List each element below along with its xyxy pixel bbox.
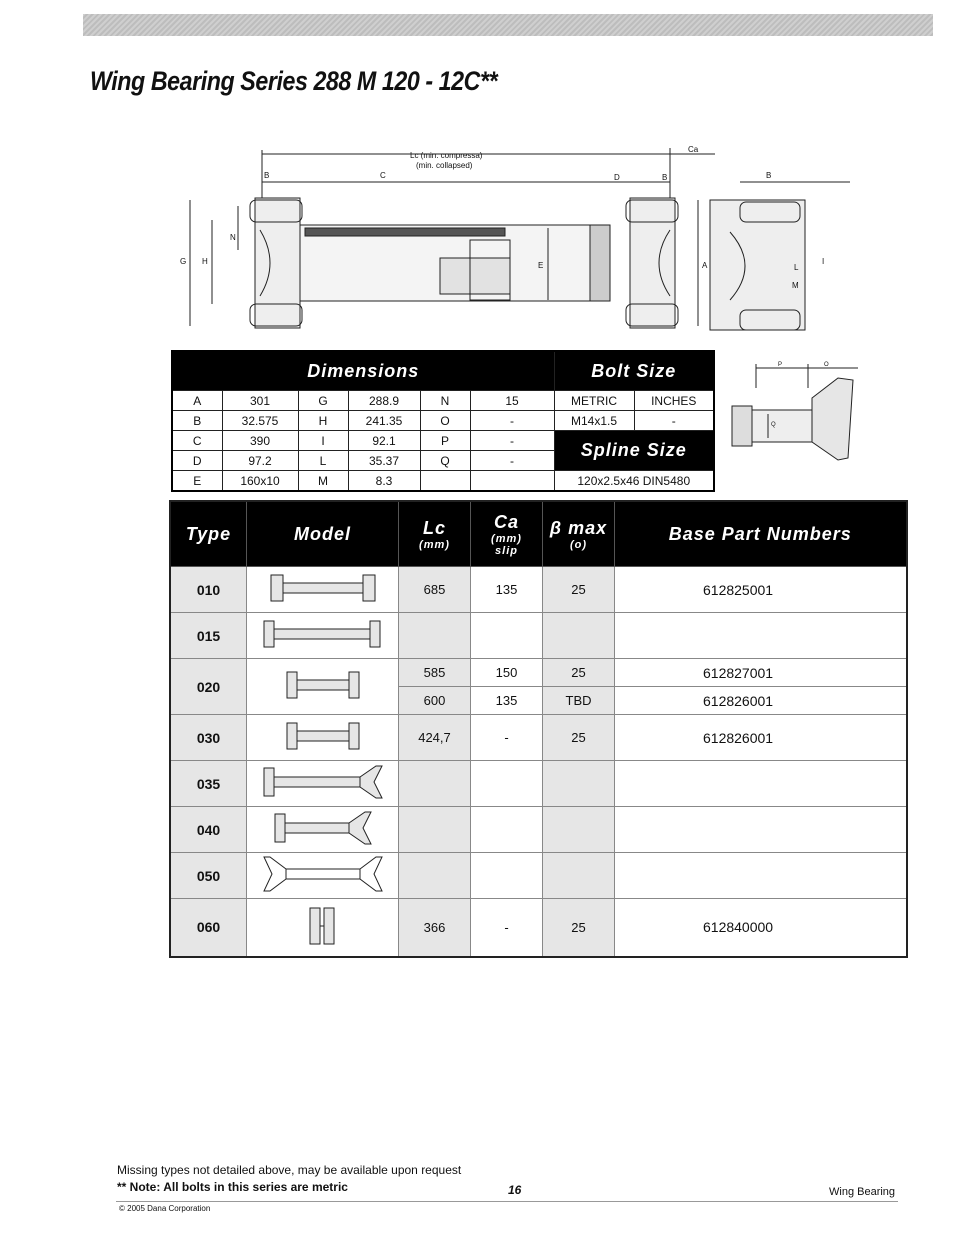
lc-cell	[399, 853, 471, 899]
spline-size-value: 120x2.5x46 DIN5480	[554, 471, 714, 492]
model-cell	[247, 761, 399, 807]
ca-cell	[471, 807, 543, 853]
lc-cell: 366	[399, 899, 471, 957]
dim-key: D	[172, 451, 222, 471]
dim-value: 15	[470, 391, 554, 411]
types-table	[169, 500, 908, 958]
flange-drawing	[728, 358, 868, 466]
ca-cell	[471, 761, 543, 807]
type-cell: 030	[170, 715, 247, 761]
bolt-inches-value: -	[634, 411, 714, 431]
model-cell	[247, 715, 399, 761]
beta-header-unit: (o)	[569, 538, 588, 551]
spline-size-header: Spline Size	[554, 431, 714, 471]
model-cell	[247, 659, 399, 715]
dim-value: 92.1	[348, 431, 420, 451]
lc-label-2: (min. collapsed)	[416, 161, 473, 170]
dim-key: L	[298, 451, 348, 471]
dim-label: B	[662, 173, 668, 182]
lc-header	[399, 501, 471, 567]
type-cell: 035	[170, 761, 247, 807]
lc-cell: 600	[399, 687, 471, 715]
dim-label: Ca	[688, 145, 699, 154]
dim-label: O	[824, 362, 829, 368]
part-number-cell: 612826001	[615, 715, 907, 761]
dim-key: O	[420, 411, 470, 431]
dimensions-table	[171, 350, 715, 492]
page-title: Wing Bearing Series 288 M 120 - 12C**	[90, 66, 498, 96]
part-number-cell	[615, 853, 907, 899]
lc-cell: 585	[399, 659, 471, 687]
part-number-cell: 612827001	[615, 659, 907, 687]
dim-value: 32.575	[222, 411, 298, 431]
dim-key: E	[172, 471, 222, 492]
dim-label: B	[264, 171, 270, 180]
model-020-icon	[283, 668, 363, 702]
ca-cell	[471, 853, 543, 899]
type-header: Type	[170, 501, 247, 567]
table-row	[170, 659, 907, 687]
footer-note-missing: Missing types not detailed above, may be available upon request	[117, 1163, 462, 1177]
ca-header-label: Ca	[493, 511, 519, 532]
model-015-icon	[260, 617, 386, 651]
beta-cell	[543, 761, 615, 807]
table-row	[170, 853, 907, 899]
dim-key: Q	[420, 451, 470, 471]
dim-key: M	[298, 471, 348, 492]
type-cell: 020	[170, 659, 247, 715]
part-number-cell	[615, 807, 907, 853]
dim-label: L	[794, 263, 799, 272]
bolt-size-header: Bolt Size	[554, 351, 714, 391]
model-cell	[247, 613, 399, 659]
model-010-icon	[267, 571, 379, 605]
dim-value: 301	[222, 391, 298, 411]
ca-cell	[471, 613, 543, 659]
footer-divider	[116, 1201, 898, 1202]
dim-key: P	[420, 431, 470, 451]
dim-value: 35.37	[348, 451, 420, 471]
dim-value: -	[470, 431, 554, 451]
dim-value: -	[470, 451, 554, 471]
ca-header-sub: slip	[495, 544, 518, 557]
base-part-header: Base Part Numbers	[615, 501, 907, 567]
ca-header	[471, 501, 543, 567]
ca-header-unit: (mm)	[491, 532, 522, 545]
part-number-cell: 612840000	[615, 899, 907, 957]
model-cell	[247, 567, 399, 613]
beta-cell	[543, 613, 615, 659]
beta-cell: 25	[543, 899, 615, 957]
dim-key: N	[420, 391, 470, 411]
dim-value	[470, 471, 554, 492]
dim-label: P	[778, 362, 783, 368]
dim-label: H	[202, 257, 208, 266]
part-number-cell: 612826001	[615, 687, 907, 715]
dim-label: A	[702, 261, 708, 270]
model-cell	[247, 853, 399, 899]
dim-key	[420, 471, 470, 492]
table-row	[170, 899, 907, 957]
lc-cell	[399, 761, 471, 807]
dim-value: 160x10	[222, 471, 298, 492]
dim-value: 97.2	[222, 451, 298, 471]
dim-label: C	[380, 171, 386, 180]
beta-cell: 25	[543, 659, 615, 687]
dim-key: A	[172, 391, 222, 411]
beta-header-label: β max	[549, 517, 608, 538]
table-row	[170, 761, 907, 807]
beta-header	[543, 501, 615, 567]
dim-label: G	[180, 257, 187, 266]
model-header: Model	[247, 501, 399, 567]
ca-cell: -	[471, 899, 543, 957]
type-cell: 015	[170, 613, 247, 659]
beta-cell: TBD	[543, 687, 615, 715]
dim-value: 8.3	[348, 471, 420, 492]
model-cell	[247, 899, 399, 957]
type-cell: 040	[170, 807, 247, 853]
page-number: 16	[508, 1183, 522, 1197]
beta-cell: 25	[543, 567, 615, 613]
model-040-icon	[271, 810, 375, 846]
beta-cell: 25	[543, 715, 615, 761]
dim-label: I	[822, 257, 825, 266]
bolt-metric-value: M14x1.5	[554, 411, 634, 431]
dim-label: N	[230, 233, 236, 242]
dim-label: M	[792, 281, 799, 290]
lc-label: Lc (min. compressa)	[410, 151, 483, 160]
bolt-metric-label: METRIC	[554, 391, 634, 411]
dim-label: E	[538, 261, 544, 270]
part-number-cell: 612825001	[615, 567, 907, 613]
ca-cell: 135	[471, 687, 543, 715]
dim-value: -	[470, 411, 554, 431]
model-060-icon	[308, 906, 338, 946]
ca-cell: 135	[471, 567, 543, 613]
dim-key: G	[298, 391, 348, 411]
beta-cell	[543, 853, 615, 899]
table-row	[170, 567, 907, 613]
footer-note-bolts: ** Note: All bolts in this series are metric	[117, 1180, 348, 1194]
dim-value: 390	[222, 431, 298, 451]
dim-value: 288.9	[348, 391, 420, 411]
table-row	[170, 807, 907, 853]
part-number-cell	[615, 613, 907, 659]
type-cell: 050	[170, 853, 247, 899]
table-row	[170, 715, 907, 761]
copyright: © 2005 Dana Corporation	[119, 1204, 211, 1213]
type-cell: 060	[170, 899, 247, 957]
model-050-icon	[260, 855, 386, 893]
model-030-icon	[283, 719, 363, 753]
model-cell	[247, 807, 399, 853]
header-bar	[83, 14, 933, 36]
ca-cell: -	[471, 715, 543, 761]
driveshaft-drawing	[170, 140, 850, 340]
lc-cell	[399, 613, 471, 659]
dim-label: Q	[771, 422, 776, 428]
lc-header-label: Lc	[422, 517, 446, 538]
dimensions-header: Dimensions	[172, 351, 554, 391]
lc-cell: 685	[399, 567, 471, 613]
dim-label: B	[766, 171, 772, 180]
dim-key: H	[298, 411, 348, 431]
dim-key: C	[172, 431, 222, 451]
table-row	[170, 613, 907, 659]
model-035-icon	[260, 764, 386, 800]
dim-key: I	[298, 431, 348, 451]
ca-cell: 150	[471, 659, 543, 687]
part-number-cell	[615, 761, 907, 807]
beta-cell	[543, 807, 615, 853]
type-cell: 010	[170, 567, 247, 613]
footer-section: Wing Bearing	[829, 1186, 896, 1198]
lc-cell	[399, 807, 471, 853]
lc-cell: 424,7	[399, 715, 471, 761]
dim-value: 241.35	[348, 411, 420, 431]
dim-label: D	[614, 173, 620, 182]
bolt-inches-label: INCHES	[634, 391, 714, 411]
lc-header-unit: (mm)	[419, 538, 450, 551]
dim-key: B	[172, 411, 222, 431]
